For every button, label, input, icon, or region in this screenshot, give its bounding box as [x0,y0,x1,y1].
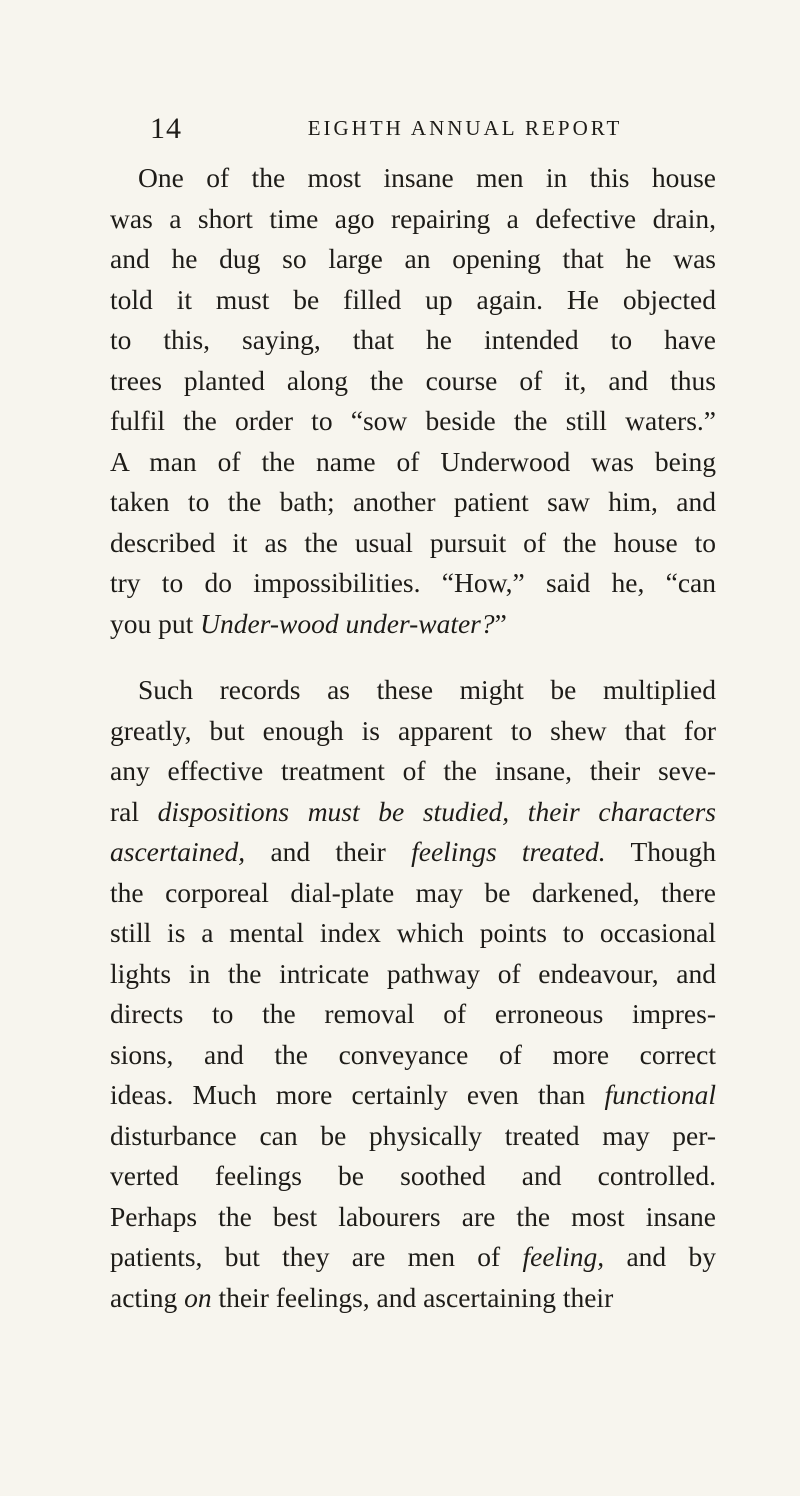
running-head-title: EIGHTH ANNUAL REPORT [307,116,623,140]
text-segment: directs to the removal of erroneous impres- [110,998,716,1029]
text-segment: and by [604,1241,716,1272]
text-line [110,1075,716,1116]
text-segment: their feelings, and ascertaining their [211,1281,614,1313]
text-line [110,1197,716,1238]
text-segment: A man of the name of Underwood was being [110,445,716,477]
text-line [110,482,716,523]
text-segment: patients, but they are men of [110,1241,523,1272]
text-line [110,442,716,483]
text-segment: taken to the bath; another patient saw him, and [110,486,716,517]
body-text [110,158,716,1318]
italic-text: ascertained, [110,836,246,867]
text-line [110,1156,716,1197]
text-segment: ideas. Much more certainly even than [110,1079,605,1110]
text-line [110,913,716,954]
text-line [110,994,716,1035]
text-line [110,1237,716,1278]
text-segment: and their [245,836,412,867]
text-line [110,280,716,321]
text-segment: described it as the usual pursuit of the house to [110,526,716,558]
text-line [110,1035,716,1076]
text-segment: you put [110,607,201,639]
text-line [110,670,716,711]
text-segment: still is a mental index which points to occasional [110,917,716,948]
text-segment: any effective treatment of the insane, their seve- [110,755,716,786]
text-segment: verted feelings be soothed and controlled. [110,1160,716,1191]
text-segment: was a short time ago repairing a defective drain, [110,202,716,234]
italic-text: functional [604,1079,716,1110]
text-segment: Perhaps the best labourers are the most insane [110,1200,716,1232]
text-segment: acting [110,1281,185,1313]
text-segment: sions, and the conveyance of more correct [110,1038,716,1070]
text-segment: greatly, but enough is apparent to shew that for [110,714,716,746]
paragraph [110,670,716,1318]
text-line [110,523,716,564]
text-line [110,401,716,442]
text-line [110,954,716,995]
text-line [110,832,716,873]
page-number: 14 [150,112,182,145]
text-segment: disturbance can be physically treated may per- [110,1119,716,1151]
text-segment: trees planted along the course of it, and thus [110,364,716,396]
text-segment: ral [110,795,158,827]
italic-text: feelings treated. [411,836,606,867]
text-segment: lights in the intricate pathway of endeavour, and [110,957,716,989]
text-line [110,751,716,792]
running-head [150,112,710,152]
paragraph [110,158,716,644]
text-line [110,873,716,914]
italic-text: on [184,1281,212,1313]
text-line [110,792,716,833]
text-segment: Such records as these might be multiplied [138,674,716,705]
italic-text: feeling, [522,1241,605,1272]
text-line [110,1116,716,1157]
text-line [110,361,716,402]
italic-text: Under-wood under-water? [200,607,495,639]
text-line [110,158,716,199]
text-line [110,320,716,361]
text-segment: told it must be filled up again. He objected [110,283,716,315]
text-segment: Though [605,836,716,867]
text-segment: One of the most insane men in this house [138,162,716,193]
text-line [110,199,716,240]
text-segment: the corporeal dial-plate may be darkened, there [110,876,716,908]
text-line [110,711,716,752]
text-segment: and he dug so large an opening that he was [110,243,716,274]
italic-text: dispositions must be studied, their characters [157,795,716,827]
text-line [110,1278,716,1319]
text-segment: try to do impossibilities. “How,” said he, “can [110,567,716,598]
paragraph-gap [110,644,716,670]
text-line [110,604,716,645]
text-segment: ” [494,607,507,639]
text-segment: fulfil the order to “sow beside the still waters.” [110,405,716,436]
text-line [110,563,716,604]
text-line [110,239,716,280]
text-segment: to this, saying, that he intended to have [110,324,716,355]
